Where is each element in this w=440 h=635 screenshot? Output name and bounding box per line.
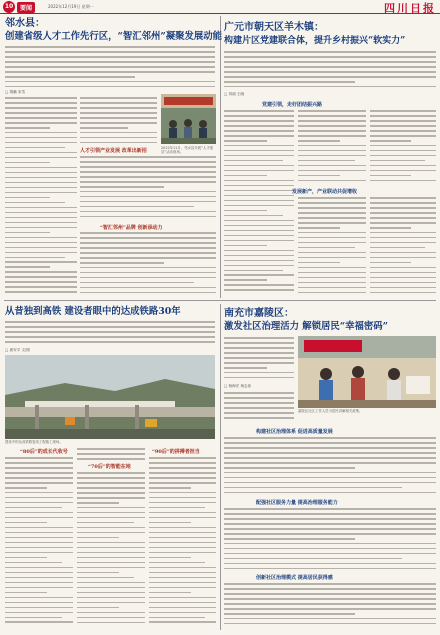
- article-title-line1: 广元市朝天区羊木镇：: [224, 22, 324, 33]
- article-intro: [5, 321, 215, 347]
- article-body-col3: [149, 457, 216, 629]
- issue-date: 2022年12月19日 星期一: [48, 4, 94, 9]
- article-title-line1: 邻水县：: [5, 18, 45, 29]
- masthead-logo: 四川日报: [384, 2, 436, 15]
- subhead-2: “70后”的智能在地: [88, 464, 131, 470]
- photo-caption: 建设中的达成铁路复线工程施工现场。: [5, 440, 63, 444]
- article-body-col2c: [80, 232, 216, 297]
- article-body-col3b: [370, 197, 436, 297]
- subhead-1: “80后”的成长代收号: [20, 449, 68, 455]
- subhead-1: 党建引领，走好团结振兴路: [262, 102, 323, 108]
- article-intro: [224, 51, 436, 91]
- article-intro: [224, 337, 294, 383]
- section-divider: [4, 300, 436, 301]
- section-label: 要闻: [17, 2, 35, 13]
- article-byline: □ 刘丽 王晓: [224, 92, 245, 96]
- subhead-2: 发展新产，产业联动共促增收: [292, 189, 358, 195]
- article-byline: □ 杨海宏 杨志伟: [224, 384, 252, 388]
- article-body-col1: [224, 110, 294, 298]
- article-body-row2: [224, 508, 436, 572]
- article-title-line2: 构建片区党建联合体，提升乡村振兴“软实力”: [224, 36, 406, 46]
- page-header: [0, 0, 440, 14]
- subhead-2: “智汇邻州”品牌 创新添动力: [100, 225, 163, 231]
- column-divider: [220, 16, 221, 298]
- article-body-col1: [5, 457, 73, 629]
- article-title-line2: 激发社区治理活力 解锁居民“幸福密码”: [224, 321, 389, 332]
- article-body-col1a: [224, 392, 294, 422]
- subhead-2: 配强社区服务力量 提高治理服务能力: [256, 500, 338, 506]
- article-body-col2b: [80, 156, 216, 222]
- article-byline: □ 唐安平 文/图: [5, 348, 30, 352]
- article-body-row3: [224, 583, 436, 629]
- article-title-line2: 创建省级人才工作先行区，“智汇邻州”凝聚发展动能: [5, 31, 223, 42]
- article-byline: □ 胡鹏 宋雪: [5, 90, 26, 94]
- column-divider-lower: [220, 304, 221, 630]
- subhead-1: 人才引领产业发展 改革出新招: [80, 148, 147, 154]
- article-body-col2b: [298, 197, 366, 297]
- article-body-row1: [224, 437, 436, 497]
- article-body-col2a: [80, 97, 157, 145]
- article-title: 从昔独到高铁 建设者眼中的达成铁路30年: [5, 306, 181, 317]
- article-body-col1: [5, 97, 77, 297]
- photo-caption: 2022年11月，邻水县开展“人才强县”活动现场。: [161, 146, 213, 155]
- photo-caption: 嘉陵区社区工作人员为居民讲解相关政策。: [298, 409, 363, 413]
- page-number-badge: 10: [3, 1, 15, 13]
- article-body-col2a: [298, 110, 366, 185]
- subhead-3: 创新社区治理模式 提高居民获得感: [256, 575, 333, 581]
- article-photo: [298, 336, 436, 408]
- subhead-3: “90后”的拼搏者担当: [152, 449, 200, 455]
- article-photo: [5, 355, 215, 439]
- article-title-line1: 南充市嘉陵区：: [224, 308, 294, 319]
- article-intro: [5, 46, 215, 90]
- article-body-col2a: [77, 448, 145, 461]
- subhead-1: 构建社区治理体系 促进高质量发展: [256, 429, 333, 435]
- article-body-col3a: [370, 110, 436, 185]
- article-body-col2b: [77, 472, 145, 629]
- article-photo: [161, 94, 216, 144]
